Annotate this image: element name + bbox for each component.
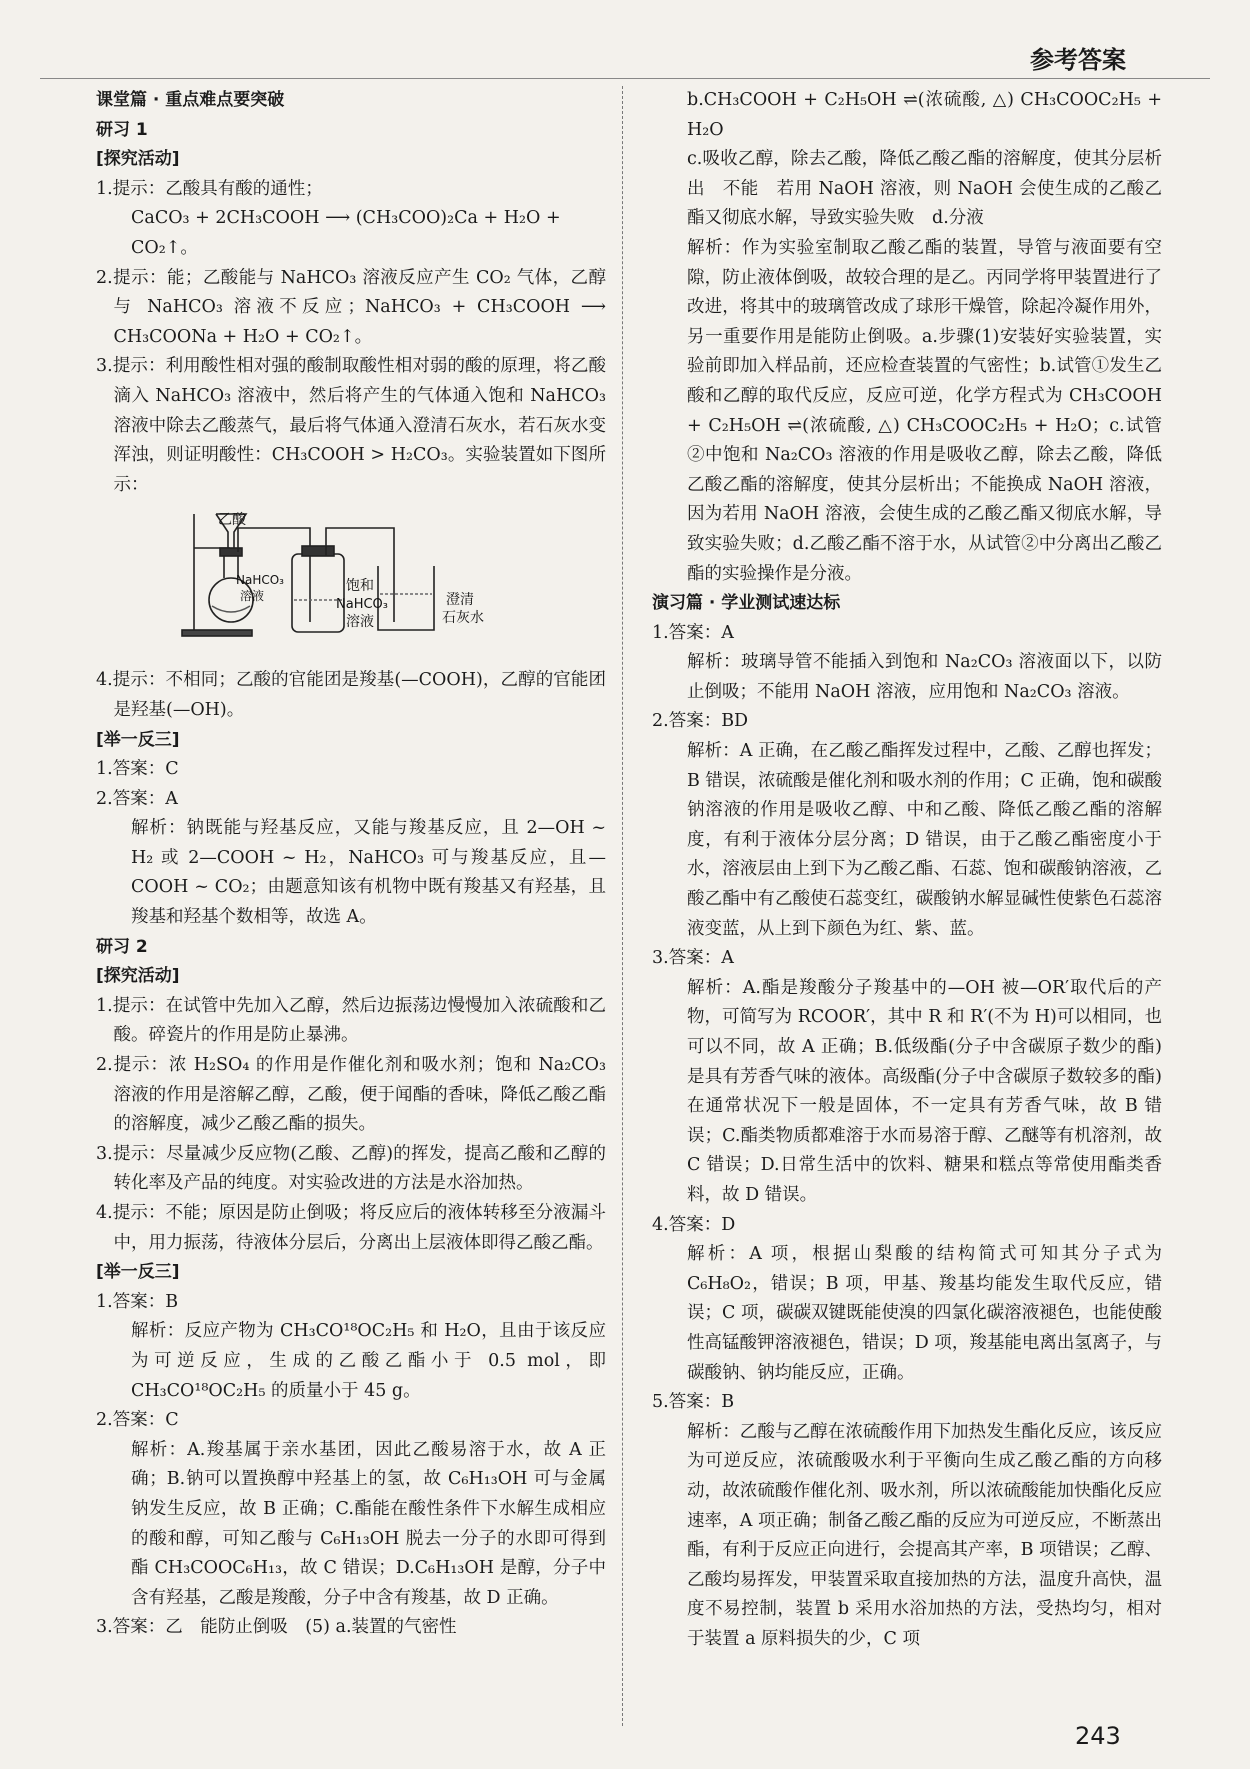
text-paragraph: 解析：A 正确，在乙酸乙酯挥发过程中，乙酸、乙醇也挥发；B 错误，浓硫酸是催化剂和吸水剂的作用；C 正确，饱和碳酸钠溶液的作用是吸收乙醇、中和乙酸、降低乙酸乙酯的溶解度，有利于液体分层分离；D 错误，由于乙酸乙酯密度小于水，溶液层由上到下为乙酸乙酯、石蕊、饱和碳酸钠溶液，乙酸乙酯中有乙酸使石蕊变红，碳酸钠水解显碱性使紫色石蕊溶液变蓝，从上到下颜色为红、紫、蓝。 [687, 741, 1162, 939]
text-paragraph: 1.答案：C [96, 759, 179, 780]
text-paragraph: 2.答案：C [96, 1410, 179, 1431]
text-paragraph: 2.提示：能；乙酸能与 NaHCO₃ 溶液反应产生 CO₂ 气体，乙醇与 NaHCO₃ 溶液不反应；NaHCO₃ + CH₃COOH ⟶ CH₃COONa + H₂O + CO₂↑。 [96, 267, 606, 347]
text-paragraph: 5.答案：B [652, 1392, 735, 1413]
text-paragraph: 解析：乙酸与乙醇在浓硫酸作用下加热发生酯化反应，该反应为可逆反应，浓硫酸吸水利于平衡向生成乙酸乙酯的方向移动，故浓硫酸作催化剂、吸水剂，所以浓硫酸能加快酯化反应速率，A 项正确；制备乙酸乙酯的反应为可逆反应，不断蒸出酯，有利于反应正向进行，会提高其产率，B 项错误；乙醇、乙酸均易挥发，甲装置采取直接加热的方法，温度升高快，温度不易控制，装置 b 采用水浴加热的方法，受热均匀，相对于装置 a 原料损失的少，C 项 [687, 1421, 1162, 1649]
text-paragraph: 解析：A.羧基属于亲水基团，因此乙酸易溶于水，故 A 正确；B.钠可以置换醇中羟基上的氢，故 C₆H₁₃OH 可与金属钠发生反应，故 B 正确；C.酯能在酸性条件下水解生成相应的酸和醇，可知乙酸与 C₆H₁₃OH 脱去一分子的水即可得到酯 CH₃COOC₆H₁₃，故 C 错误；D.C₆H₁₃OH 是醇，分子中含有羟基，乙酸是羧酸，分子中含有羧基，故 D 正确。 [131, 1439, 606, 1608]
text-paragraph: 4.答案：D [652, 1214, 736, 1235]
text-paragraph: 解析：A 项，根据山梨酸的结构简式可知其分子式为 C₆H₈O₂，错误；B 项，甲基、羧基均能发生取代反应，错误；C 项，碳碳双键既能使溴的四氯化碳溶液褪色，也能使酸性高锰酸钾溶液褪色，错误；D 项，羧基能电离出氢离子，与碳酸钠、钠均能反应，正确。 [687, 1244, 1162, 1383]
section-heading: 研习 2 [96, 936, 148, 957]
label-saturated: 饱和 [346, 578, 374, 595]
text-paragraph: 解析：钠既能与羟基反应，又能与羧基反应，且 2—OH ~ H₂ 或 2—COOH ~ H₂，NaHCO₃ 可与羧基反应，且—COOH ~ CO₂；由题意知该有机物中既有羧基又有羟基，且羧基和羟基个数相等，故选 A。 [131, 818, 606, 928]
label-solution-1: 溶液 [240, 589, 265, 604]
page-header-title: 参考答案 [1030, 46, 1126, 74]
label-limewater-1: 澄清 [446, 592, 474, 609]
text-paragraph: 解析：A.酯是羧酸分子羧基中的—OH 被—OR′取代后的产物，可简写为 RCOOR′，其中 R 和 R′(不为 H)可以相同，也可以不同，故 A 正确；B.低级酯(分子中含碳原子数少的酯)是具有芳香气味的液体。高级酯(分子中含碳原子数较多的酯)在通常状况下一般是固体，不一定具有芳香气味，故 B 错误；C.酯类物质都难溶于水而易溶于醇、乙醚等有机溶剂，故 C 错误；D.日常生活中的饮料、糖果和糕点等常使用酯类香料，故 D 错误。 [687, 977, 1162, 1205]
tube-1 [238, 528, 310, 556]
text-paragraph: 3.提示：尽量减少反应物(乙酸、乙醇)的挥发，提高乙酸和乙醇的转化率及产品的纯度。对实验改进的方法是水浴加热。 [96, 1143, 606, 1194]
text-paragraph: 2.答案：A [96, 788, 178, 809]
header-rule [40, 78, 1210, 79]
section-heading: 演习篇 · 学业测试速达标 [652, 593, 841, 614]
page-number: 243 [1075, 1722, 1121, 1750]
text-paragraph: 3.答案：乙 能防止倒吸 (5) a.装置的气密性 [96, 1617, 457, 1638]
text-paragraph: 解析：玻璃导管不能插入到饱和 Na₂CO₃ 溶液面以下，以防止倒吸；不能用 NaOH 溶液，应用饱和 Na₂CO₃ 溶液。 [687, 652, 1162, 702]
label-limewater-2: 石灰水 [442, 610, 484, 627]
section-heading: [举一反三] [96, 1262, 180, 1283]
apparatus-svg [176, 504, 536, 654]
text-paragraph: CO₂↑。 [131, 237, 198, 258]
text-paragraph: 1.提示：在试管中先加入乙醇，然后边振荡边慢慢加入浓硫酸和乙酸。碎瓷片的作用是防止暴沸。 [96, 995, 606, 1046]
label-solution-2: 溶液 [346, 614, 374, 631]
text-paragraph: 1.提示：乙酸具有酸的通性； [96, 178, 323, 199]
text-paragraph: 3.答案：A [652, 948, 734, 969]
right-column [652, 86, 1162, 1654]
text-paragraph: 3.提示：利用酸性相对强的酸制取酸性相对弱的酸的原理，将乙酸滴入 NaHCO₃ 溶液中，然后将产生的气体通入饱和 NaHCO₃ 溶液中除去乙酸蒸气，最后将气体通入澄清石灰水，若石灰水变浑浊，则证明酸性：CH₃COOH > H₂CO₃。实验装置如下图所示： [96, 356, 606, 495]
stand-base [182, 630, 252, 636]
wash-bottle [292, 554, 344, 632]
label-acid: 乙酸 [218, 512, 246, 529]
column-divider [622, 86, 623, 1726]
text-paragraph: b.CH₃COOH + C₂H₅OH ⇌(浓硫酸, △) CH₃COOC₂H₅ + H₂O [687, 90, 1162, 140]
section-heading: [举一反三] [96, 729, 180, 750]
section-heading: 研习 1 [96, 119, 148, 140]
section-heading: [探究活动] [96, 149, 180, 170]
section-heading: [探究活动] [96, 966, 180, 987]
section-heading: 课堂篇 · 重点难点要突破 [96, 90, 285, 110]
text-paragraph: 4.提示：不能；原因是防止倒吸；将反应后的液体转移至分液漏斗中，用力振荡，待液体分层后，分离出上层液体即得乙酸乙酯。 [96, 1203, 606, 1253]
left-column [96, 86, 606, 1643]
text-paragraph: 1.答案：A [652, 622, 734, 643]
text-paragraph: 4.提示：不相同；乙酸的官能团是羧基(—COOH)，乙醇的官能团是羟基(—OH)。 [96, 670, 606, 720]
text-paragraph: CaCO₃ + 2CH₃COOH ⟶ (CH₃COO)₂Ca + H₂O + [131, 208, 561, 229]
text-paragraph: 2.答案：BD [652, 711, 749, 732]
text-paragraph: 解析：作为实验室制取乙酸乙酯的装置，导管与液面要有空隙，防止液体倒吸，故较合理的是乙。丙同学将甲装置进行了改进，将其中的玻璃管改成了球形干燥管，除起冷凝作用外，另一重要作用是能防止倒吸。a.步骤(1)安装好实验装置，实验前即加入样品前，还应检查装置的气密性；b.试管①发生乙酸和乙醇的取代反应，反应可逆，化学方程式为 CH₃COOH + C₂H₅OH ⇌(浓硫酸, △) CH₃COOC₂H₅ + H₂O；c.试管②中饱和 Na₂CO₃ 溶液的作用是吸收乙醇，除去乙酸，降低乙酸乙酯的溶解度，使其分层析出；不能换成 NaOH 溶液，因为若用 NaOH 溶液，会使生成的乙酸乙酯又彻底水解，导致实验失败；d.乙酸乙酯不溶于水，从试管②中分离出乙酸乙酯的实验操作是分液。 [687, 237, 1162, 584]
text-paragraph: 1.答案：B [96, 1291, 179, 1312]
label-nahco3-1: NaHCO₃ [236, 573, 284, 588]
text-paragraph: 解析：反应产物为 CH₃CO¹⁸OC₂H₅ 和 H₂O，且由于该反应为可逆反应，生成的乙酸乙酯小于 0.5 mol，即 CH₃CO¹⁸OC₂H₅ 的质量小于 45 g。 [131, 1321, 606, 1401]
text-paragraph: 2.提示：浓 H₂SO₄ 的作用是作催化剂和吸水剂；饱和 Na₂CO₃ 溶液的作用是溶解乙醇，乙酸，便于闻酯的香味，降低乙酸乙酯的溶解度，减少乙酸乙酯的损失。 [96, 1055, 606, 1135]
label-nahco3-2: NaHCO₃ [336, 597, 388, 613]
apparatus-diagram [176, 504, 536, 654]
text-paragraph: c.吸收乙醇，除去乙酸，降低乙酸乙酯的溶解度，使其分层析出 不能 若用 NaOH 溶液，则 NaOH 会使生成的乙酸乙酯又彻底水解，导致实验失败 d.分液 [687, 149, 1162, 229]
